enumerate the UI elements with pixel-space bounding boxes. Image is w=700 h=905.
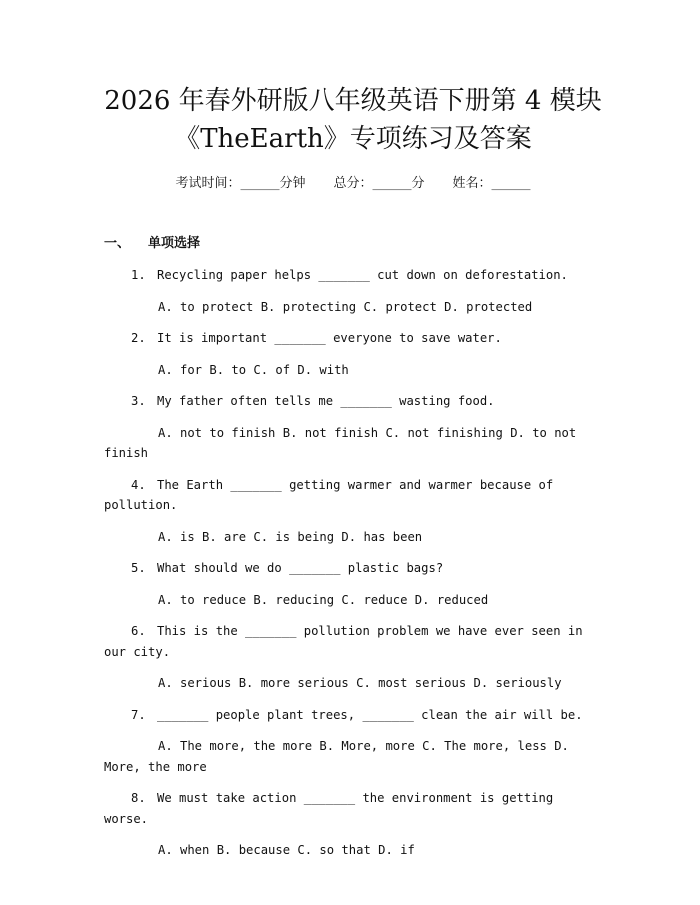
question-text: We must take action _______ the environment is getting worse. xyxy=(104,791,554,826)
question-number: 6. xyxy=(131,624,146,638)
question-stem xyxy=(104,705,602,726)
question-text: What should we do _______ plastic bags? xyxy=(157,561,444,575)
question-options: A. to reduce B. reducing C. reduce D. reduced xyxy=(158,592,489,607)
question-number: 3. xyxy=(131,394,146,408)
question-stem xyxy=(104,788,602,829)
question-stem xyxy=(104,265,602,286)
question-options: A. is B. are C. is being D. has been xyxy=(158,529,423,544)
question-text: _______ people plant trees, _______ clean the air will be. xyxy=(157,707,583,722)
question-number: 5. xyxy=(131,561,146,575)
question-stem xyxy=(104,621,602,662)
student-name: 姓名：______ xyxy=(452,176,531,191)
question-options: A. The more, the more B. More, more C. The more, less D. More, the more xyxy=(104,739,569,774)
question-item xyxy=(104,558,602,610)
exam-info xyxy=(104,175,602,193)
question-text: The Earth _______ getting warmer and warmer because of pollution. xyxy=(104,477,554,512)
question-stem xyxy=(104,391,602,412)
question-item xyxy=(104,328,602,380)
question-number: 2. xyxy=(131,331,146,345)
question-stem xyxy=(104,328,602,349)
question-options: A. to protect B. protecting C. protect D. protected xyxy=(158,299,533,314)
question-number: 8. xyxy=(131,791,146,805)
question-item xyxy=(104,788,602,861)
question-item xyxy=(104,391,602,464)
question-item xyxy=(104,621,602,694)
question-list xyxy=(104,265,602,861)
question-text: My father often tells me _______ wasting food. xyxy=(157,394,495,408)
question-text: It is important _______ everyone to save water. xyxy=(157,331,502,345)
question-stem xyxy=(104,558,602,579)
question-text: Recycling paper helps _______ cut down on deforestation. xyxy=(157,268,568,282)
section-heading xyxy=(104,235,602,253)
question-options: A. not to finish B. not finish C. not finishing D. to not finish xyxy=(104,425,577,460)
question-item xyxy=(104,705,602,778)
question-stem xyxy=(104,475,602,516)
title-line-2: 《TheEarth》专项练习及答案 xyxy=(174,124,532,154)
exam-score: 总分：______分 xyxy=(333,176,425,191)
question-item xyxy=(104,475,602,548)
question-number: 7. xyxy=(131,707,146,722)
section-title: 单项选择 xyxy=(148,236,201,251)
question-text: This is the _______ pollution problem we have ever seen in our city. xyxy=(104,624,583,659)
question-options: A. serious B. more serious C. most serious D. seriously xyxy=(158,676,562,690)
title-line-1: 2026 年春外研版八年级英语下册第 4 模块 xyxy=(104,86,602,116)
question-options: A. when B. because C. so that D. if xyxy=(158,843,415,857)
question-item xyxy=(104,265,602,317)
question-options: A. for B. to C. of D. with xyxy=(158,362,349,377)
question-number: 1. xyxy=(131,268,146,282)
question-number: 4. xyxy=(131,477,146,492)
page-title xyxy=(104,0,602,158)
section-number: 一、 xyxy=(104,236,131,251)
exam-time: 考试时间：______分钟 xyxy=(175,176,306,191)
